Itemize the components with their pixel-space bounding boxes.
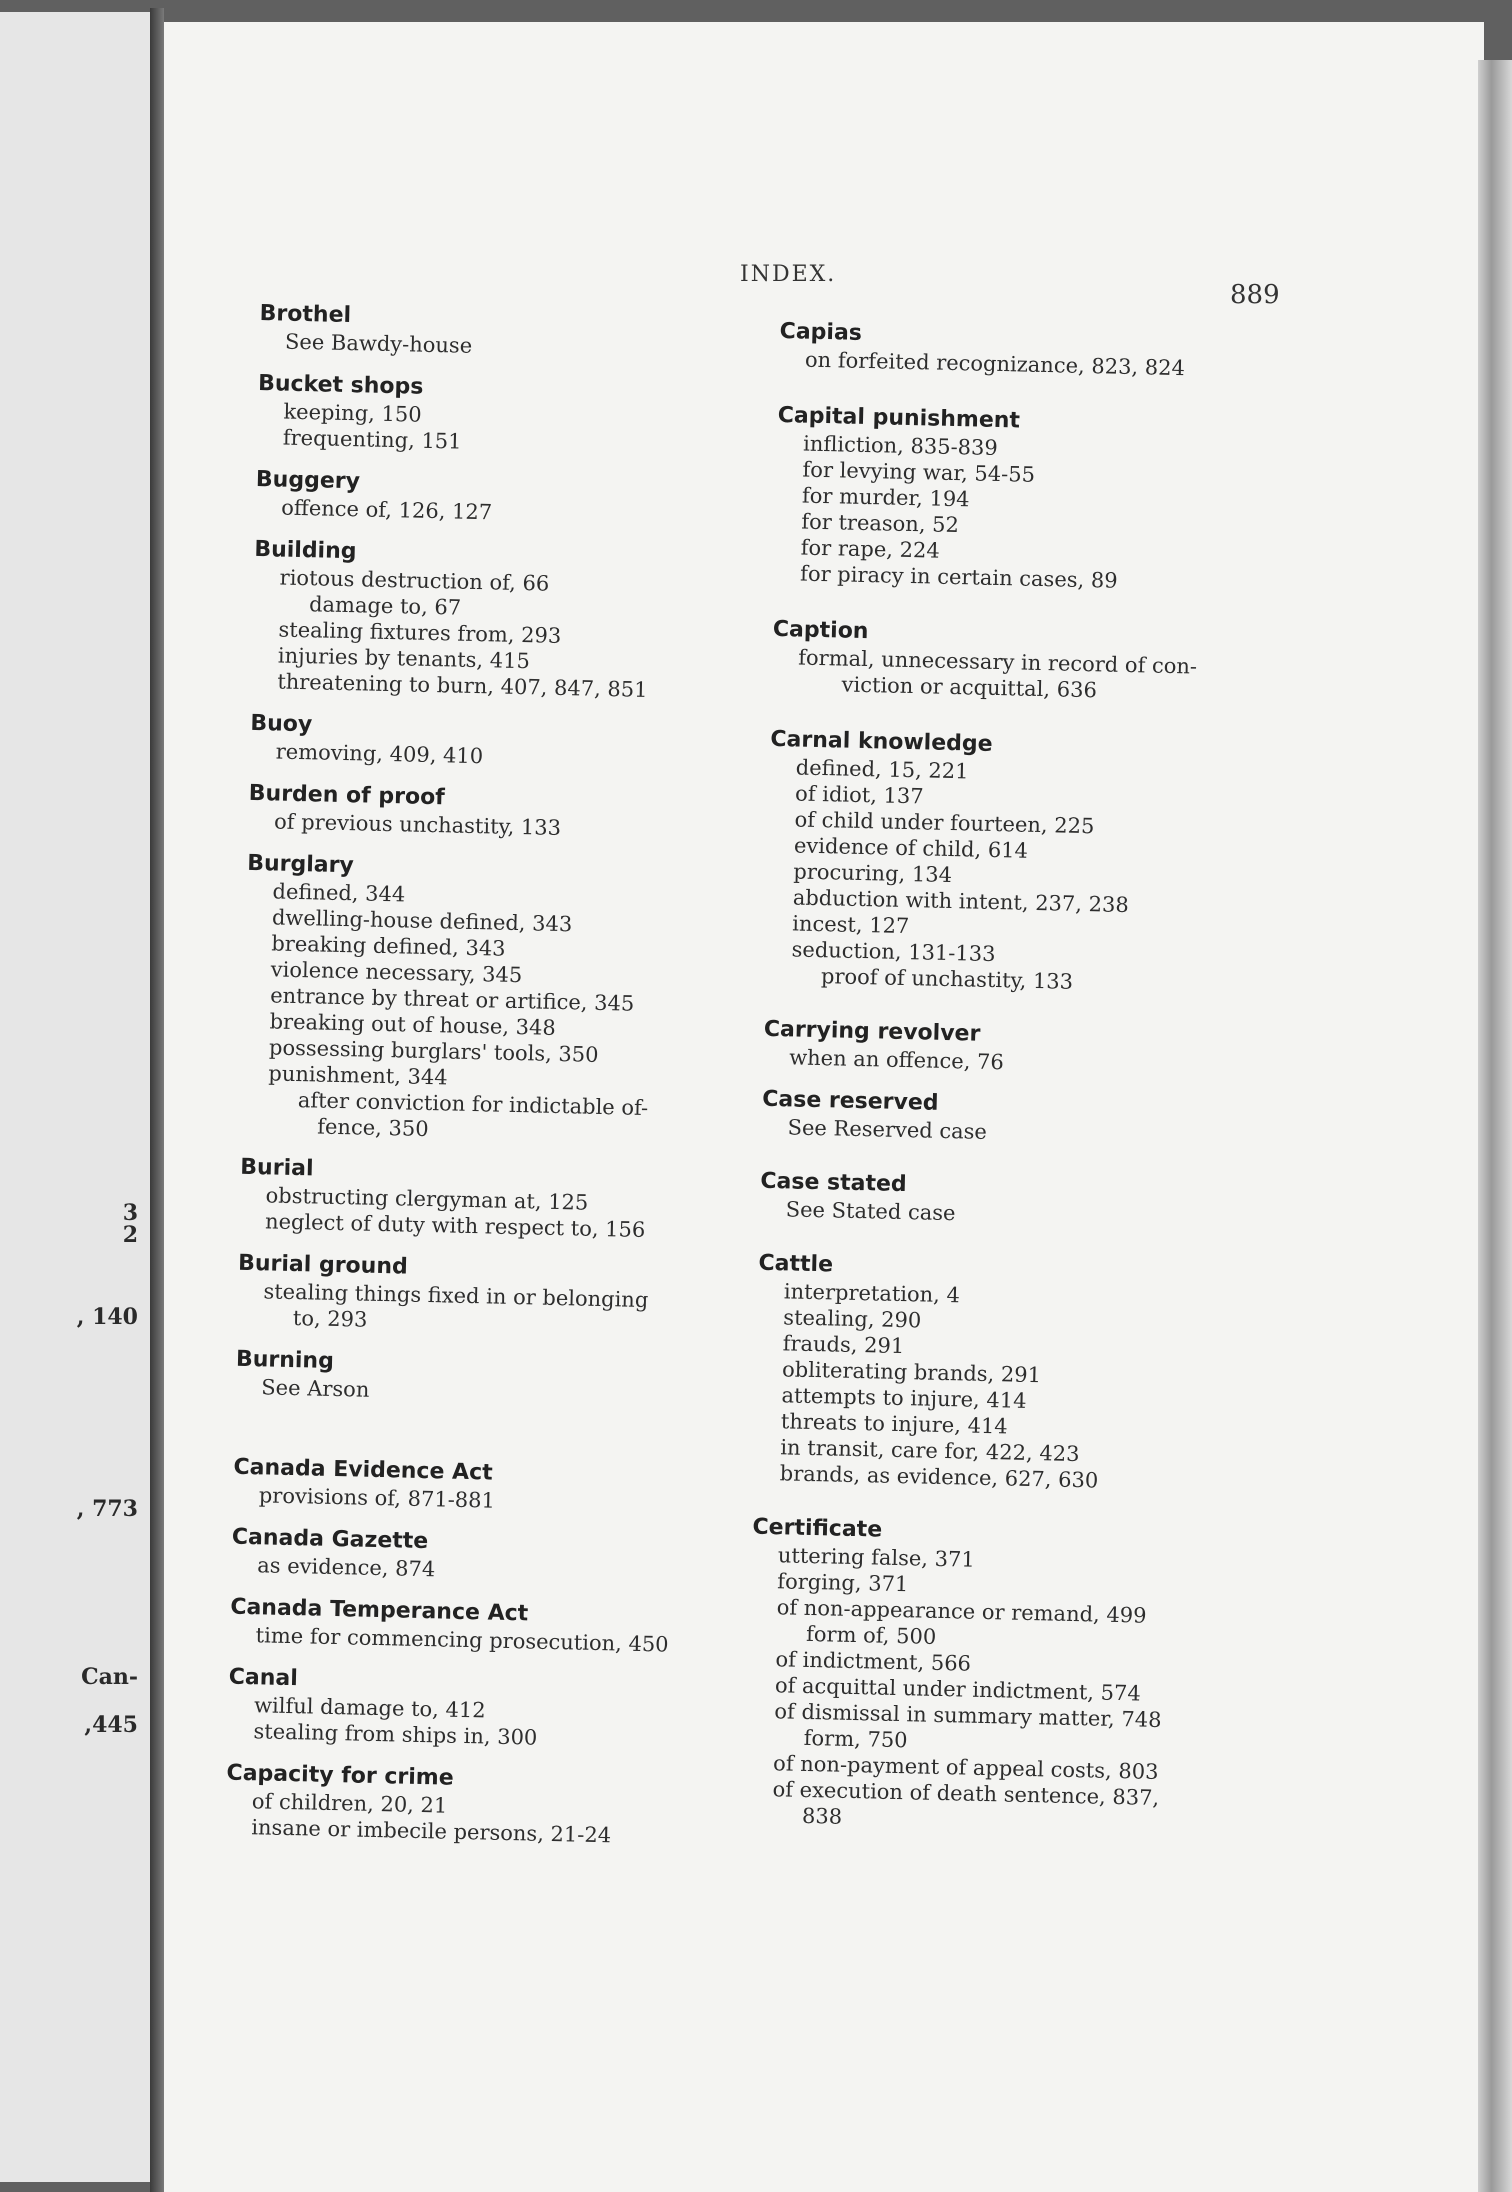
index-subentry: See Stated case [785, 1197, 956, 1226]
index-subentry: threats to injure, 414 [780, 1409, 1008, 1439]
index-subentry: defined, 15, 221 [795, 755, 969, 784]
left-page-fragment: , 140 [76, 1304, 138, 1330]
index-subentry: for rape, 224 [800, 535, 941, 563]
index-entry [233, 1454, 754, 1520]
running-header: INDEX. [740, 262, 837, 287]
index-heading: Bucket shops [257, 370, 424, 400]
index-subentry: after conviction for indictable of- [297, 1088, 649, 1121]
index-heading: Caption [772, 616, 869, 645]
index-subentry: for murder, 194 [801, 483, 970, 512]
index-subentry: breaking defined, 343 [271, 931, 506, 961]
index-subentry: punishment, 344 [268, 1061, 448, 1090]
index-heading: Cattle [758, 1250, 834, 1278]
index-entry [763, 1016, 1284, 1082]
left-page-fragment: Can- [81, 1664, 138, 1690]
index-entry [771, 616, 1293, 708]
index-subentry: infliction, 835-839 [802, 431, 999, 460]
index-heading: Case stated [760, 1168, 907, 1198]
index-column-right [745, 318, 1299, 1855]
index-subentry: for levying war, 54-55 [802, 457, 1036, 487]
index-subentry: injuries by tenants, 415 [277, 643, 531, 674]
index-subentry: defined, 344 [272, 879, 406, 907]
index-subentry: damage to, 67 [308, 592, 462, 620]
index-heading: Capias [779, 318, 863, 346]
index-heading: Carnal knowledge [770, 726, 993, 757]
index-heading: Burden of proof [248, 780, 446, 811]
index-subentry: of previous unchastity, 133 [273, 809, 562, 840]
index-subentry: dwelling-house defined, 343 [271, 905, 573, 937]
index-subentry: See Reserved case [787, 1115, 988, 1144]
index-entry [241, 850, 767, 1150]
index-entry [251, 536, 774, 706]
index-subentry: stealing fixtures from, 293 [278, 617, 562, 648]
index-subentry: brands, as evidence, 627, 630 [779, 1461, 1099, 1493]
index-heading: Building [254, 536, 357, 565]
index-subentry: on forfeited recognizance, 823, 824 [804, 347, 1186, 381]
index-subentry: violence necessary, 345 [270, 957, 523, 988]
index-subentry: proof of unchastity, 133 [820, 964, 1074, 994]
index-entry [759, 1168, 1280, 1234]
index-heading: Canada Evidence Act [233, 1454, 493, 1486]
index-heading: Buggery [255, 466, 361, 495]
index-subentry: in transit, care for, 422, 423 [780, 1435, 1080, 1467]
index-subentry: wilful damage to, 412 [253, 1693, 486, 1723]
index-subentry: threatening to burn, 407, 847, 851 [277, 669, 648, 702]
index-subentry: obliterating brands, 291 [781, 1357, 1042, 1388]
index-column-left [225, 300, 780, 1867]
index-entry [257, 370, 779, 462]
index-subentry: viction or acquittal, 636 [841, 672, 1098, 703]
index-subentry: interpretation, 4 [783, 1279, 961, 1308]
index-subentry: of non-payment of appeal costs, 803 [772, 1751, 1159, 1784]
index-subentry: frequenting, 151 [282, 425, 462, 454]
index-heading: Carrying revolver [763, 1016, 981, 1047]
index-heading: Burial ground [237, 1250, 409, 1280]
index-subentry: of indictment, 566 [775, 1647, 972, 1676]
page-number: 889 [1230, 280, 1280, 310]
index-subentry: uttering false, 371 [777, 1543, 976, 1572]
index-entry [225, 1760, 747, 1852]
index-subentry: stealing things fixed in or belonging [263, 1279, 649, 1313]
index-subentry: attempts to injure, 414 [781, 1383, 1027, 1413]
index-subentry: for treason, 52 [801, 509, 960, 538]
index-subentry: removing, 409, 410 [275, 739, 484, 769]
index-subentry: when an offence, 76 [788, 1045, 1005, 1075]
index-subentry: fence, 350 [316, 1114, 429, 1142]
index-subentry: stealing from ships in, 300 [253, 1719, 538, 1750]
index-subentry: incest, 127 [791, 911, 910, 939]
index-subentry: of child under fourteen, 225 [794, 807, 1095, 839]
left-page-fragment: , 773 [76, 1496, 138, 1522]
index-subentry: offence of, 126, 127 [281, 495, 493, 525]
index-entry [239, 1154, 761, 1246]
index-heading: Certificate [752, 1514, 883, 1543]
index-subentry: procuring, 134 [793, 859, 953, 888]
index-entry [259, 300, 780, 366]
index-subentry: to, 293 [292, 1306, 368, 1332]
index-subentry: for piracy in certain cases, 89 [799, 561, 1118, 593]
previous-page-strip [0, 12, 150, 2182]
index-subentry: form, 750 [803, 1725, 908, 1753]
index-entry [765, 726, 1291, 1000]
index-subentry: frauds, 291 [782, 1331, 905, 1359]
index-entry [248, 780, 769, 846]
index-subentry: of execution of death sentence, 837, [772, 1777, 1160, 1810]
index-subentry: See Bawdy-house [284, 329, 473, 358]
index-subentry: breaking out of house, 348 [269, 1009, 557, 1040]
index-entry [235, 1346, 756, 1412]
index-subentry: forging, 371 [777, 1569, 909, 1597]
index-heading: Brothel [259, 300, 352, 329]
index-entry [774, 402, 1298, 598]
index-subentry: of idiot, 137 [794, 781, 924, 809]
index-subentry: provisions of, 871-881 [258, 1483, 496, 1513]
index-subentry: of non-appearance or remand, 499 [776, 1595, 1147, 1628]
index-subentry: entrance by threat or artifice, 345 [269, 983, 635, 1016]
index-subentry: riotous destruction of, 66 [279, 565, 550, 596]
index-subentry: 838 [801, 1803, 843, 1829]
index-entry [746, 1514, 1273, 1840]
index-entry [779, 318, 1300, 384]
index-heading: Capital punishment [777, 402, 1021, 434]
index-subentry: abduction with intent, 237, 238 [792, 885, 1130, 918]
index-subentry: insane or imbecile persons, 21-24 [251, 1815, 612, 1848]
index-subentry: form of, 500 [805, 1621, 937, 1649]
left-page-fragment: ,445 [84, 1712, 138, 1738]
index-heading: Burning [235, 1346, 335, 1374]
index-subentry: of dismissal in summary matter, 748 [774, 1699, 1162, 1733]
index-subentry: time for commencing prosecution, 450 [255, 1623, 669, 1657]
index-heading: Canada Gazette [231, 1524, 429, 1555]
index-heading: Burial [240, 1154, 314, 1182]
index-entry [231, 1524, 752, 1590]
index-heading: Canada Temperance Act [230, 1594, 529, 1627]
index-subentry: stealing, 290 [783, 1305, 922, 1333]
index-subentry: possessing burglars' tools, 350 [268, 1035, 599, 1067]
index-subentry: formal, unnecessary in record of con- [798, 645, 1198, 679]
index-entry [255, 466, 776, 532]
index-entry [227, 1664, 749, 1756]
index-heading: Case reserved [761, 1086, 939, 1116]
index-subentry: keeping, 150 [283, 399, 422, 427]
index-heading: Canal [228, 1664, 299, 1692]
index-subentry: of acquittal under indictment, 574 [774, 1673, 1141, 1706]
left-page-fragment: 3 [122, 1200, 138, 1226]
index-entry [249, 710, 770, 776]
book-gutter [150, 8, 164, 2192]
index-subentry: See Arson [261, 1375, 370, 1402]
index-entry [761, 1086, 1282, 1152]
index-subentry: of children, 20, 21 [251, 1789, 448, 1818]
index-heading: Buoy [250, 710, 313, 738]
index-subentry: as evidence, 874 [257, 1553, 436, 1582]
index-subentry: evidence of child, 614 [793, 833, 1029, 863]
index-entry [754, 1250, 1279, 1498]
index-entry [229, 1594, 750, 1660]
index-entry [237, 1250, 759, 1342]
index-subentry: obstructing clergyman at, 125 [265, 1183, 589, 1215]
index-heading: Capacity for crime [226, 1760, 454, 1791]
left-page-fragment: 2 [122, 1222, 138, 1248]
index-subentry: neglect of duty with respect to, 156 [264, 1209, 646, 1242]
page-edge [1478, 60, 1512, 2192]
index-heading: Burglary [246, 850, 355, 879]
index-subentry: seduction, 131-133 [791, 937, 996, 967]
